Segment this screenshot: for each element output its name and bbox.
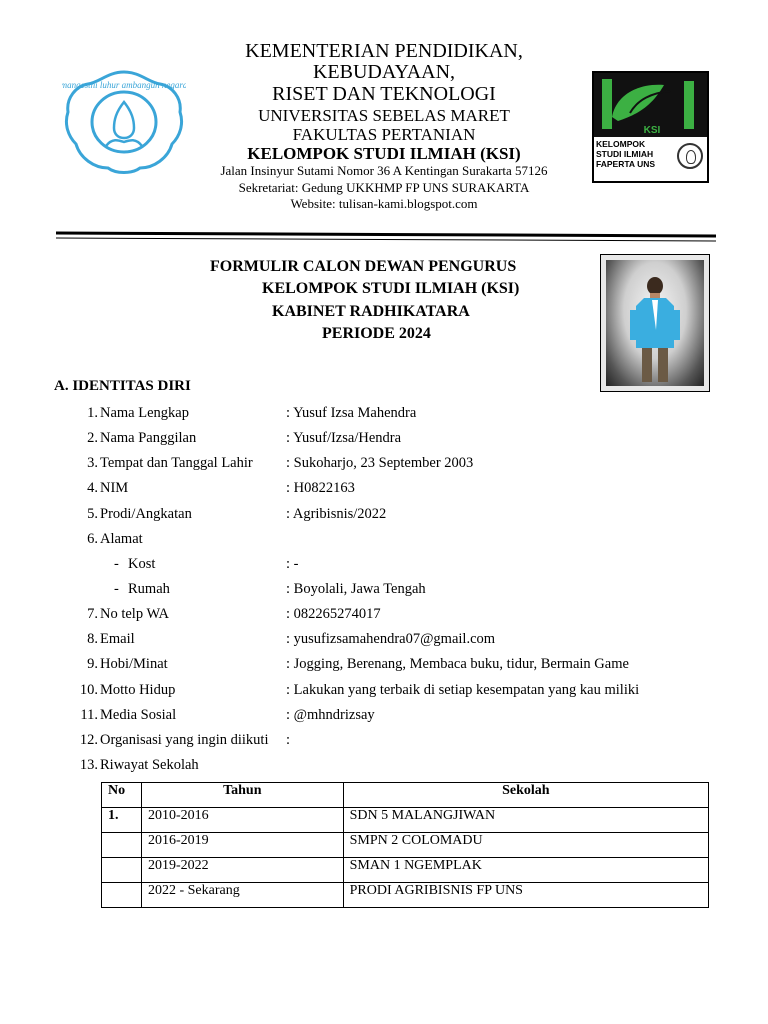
field-row (0, 430, 768, 450)
field-value: : Lakukan yang terbaik di setiap kesempatan yang kau miliki (286, 682, 640, 698)
profile-photo (600, 254, 710, 392)
field-dash: - (114, 581, 119, 597)
field-row (0, 606, 768, 626)
table-cell-no (102, 858, 142, 883)
header-ministry-1: KEMENTERIAN PENDIDIKAN, (245, 40, 523, 62)
header-secretariat: Sekretariat: Gedung UKKHMP FP UNS SURAKARTA (238, 180, 530, 195)
field-number: 9. (87, 656, 98, 672)
school-history-table (101, 782, 709, 908)
field-number: 2. (87, 430, 98, 446)
field-label: Nama Panggilan (100, 430, 197, 446)
field-row (0, 405, 768, 425)
section-heading: A. IDENTITAS DIRI (54, 378, 191, 394)
table-cell-school: SDN 5 MALANGJIWAN (343, 808, 708, 833)
table-header-school: Sekolah (343, 783, 708, 808)
field-label: Kost (128, 556, 156, 572)
field-label: Email (100, 631, 135, 647)
header-website: Website: tulisan-kami.blogspot.com (290, 196, 478, 211)
table-cell-year: 2022 - Sekarang (141, 883, 343, 908)
form-title-line4: PERIODE 2024 (322, 325, 431, 342)
header-address: Jalan Insinyur Sutami Nomor 36 A Kentingan Surakarta 57126 (220, 163, 548, 178)
field-value: : Jogging, Berenang, Membaca buku, tidur, Bermain Game (286, 656, 629, 672)
field-label: Alamat (100, 531, 143, 547)
form-title-line3: KABINET RADHIKATARA (272, 303, 470, 320)
ksi-logo-line3: FAPERTA UNS (596, 159, 656, 169)
field-number: 6. (87, 531, 98, 547)
header-organization: KELOMPOK STUDI ILMIAH (KSI) (247, 144, 521, 163)
field-number: 10. (79, 682, 98, 698)
field-value: : Agribisnis/2022 (286, 506, 387, 522)
field-value: : Yusuf/Izsa/Hendra (286, 430, 402, 446)
field-row (0, 656, 768, 676)
ksi-logo-letters: KSI (643, 125, 661, 136)
field-label: Nama Lengkap (100, 405, 189, 421)
field-label: Media Sosial (100, 707, 177, 723)
table-cell-school: SMAN 1 NGEMPLAK (343, 858, 708, 883)
ksi-logo-line2: STUDI ILMIAH (596, 149, 654, 159)
table-header-year: Tahun (141, 783, 343, 808)
table-cell-year: 2019-2022 (141, 858, 343, 883)
field-row (0, 732, 768, 752)
field-number: 1. (87, 405, 98, 421)
table-header-row (102, 783, 709, 808)
ksi-logo-line1: KELOMPOK (596, 139, 646, 149)
field-label: Prodi/Angkatan (100, 506, 192, 522)
field-number: 4. (87, 480, 98, 496)
field-label: Motto Hidup (100, 682, 176, 698)
form-title-line1: FORMULIR CALON DEWAN PENGURUS (210, 258, 517, 275)
gear-emblem-icon (677, 143, 703, 169)
ksi-logo (592, 71, 709, 183)
field-value: : Boyolali, Jawa Tengah (286, 581, 426, 597)
table-row (102, 883, 709, 908)
field-row-sub (0, 556, 768, 576)
university-seal-logo (62, 68, 186, 176)
field-label: Riwayat Sekolah (100, 757, 199, 773)
field-number: 13. (79, 757, 98, 773)
field-row (0, 682, 768, 702)
field-value: : @mhndrizsay (286, 707, 375, 723)
field-value: : - (286, 556, 299, 572)
table-row (102, 858, 709, 883)
table-cell-school: PRODI AGRIBISNIS FP UNS (343, 883, 708, 908)
table-cell-year: 2010-2016 (141, 808, 343, 833)
table-cell-no (102, 833, 142, 858)
table-cell-no (102, 883, 142, 908)
field-number: 7. (87, 606, 98, 622)
table-row (102, 808, 709, 833)
header-divider (56, 232, 716, 238)
field-number: 11. (80, 707, 98, 723)
field-label: Organisasi yang ingin diikuti (100, 732, 269, 748)
field-label: NIM (100, 480, 129, 496)
header-ministry-2: KEBUDAYAAN, (312, 61, 456, 83)
field-label: Hobi/Minat (100, 656, 168, 672)
field-label: Tempat dan Tanggal Lahir (100, 455, 253, 471)
field-row (0, 707, 768, 727)
field-row (0, 455, 768, 475)
field-label: No telp WA (100, 606, 170, 622)
field-value: : H0822163 (286, 480, 355, 496)
field-number: 12. (79, 732, 98, 748)
field-row (0, 506, 768, 526)
header-university: UNIVERSITAS SEBELAS MARET (258, 106, 510, 125)
table-cell-school: SMPN 2 COLOMADU (343, 833, 708, 858)
field-number: 3. (87, 455, 98, 471)
field-label: Rumah (128, 581, 170, 597)
field-row (0, 531, 768, 551)
header-ministry-3: RISET DAN TEKNOLOGI (272, 83, 496, 105)
field-row (0, 757, 768, 777)
field-dash: - (114, 556, 119, 572)
field-value: : 082265274017 (286, 606, 381, 622)
field-value: : Sukoharjo, 23 September 2003 (286, 455, 474, 471)
table-row (102, 833, 709, 858)
field-row (0, 480, 768, 500)
field-value: : Yusuf Izsa Mahendra (286, 405, 417, 421)
form-title-line2: KELOMPOK STUDI ILMIAH (KSI) (262, 280, 520, 297)
table-cell-no: 1. (102, 808, 142, 833)
field-number: 5. (87, 506, 98, 522)
field-value: : yusufizsamahendra07@gmail.com (286, 631, 496, 647)
field-row-sub (0, 581, 768, 601)
seal-motto: mangesthi luhur ambangun negara (62, 80, 186, 90)
field-row (0, 631, 768, 651)
table-header-no: No (102, 783, 142, 808)
table-cell-year: 2016-2019 (141, 833, 343, 858)
field-number: 8. (87, 631, 98, 647)
header-divider-thin (56, 238, 716, 242)
header-faculty: FAKULTAS PERTANIAN (292, 125, 476, 144)
field-value: : (286, 732, 291, 748)
